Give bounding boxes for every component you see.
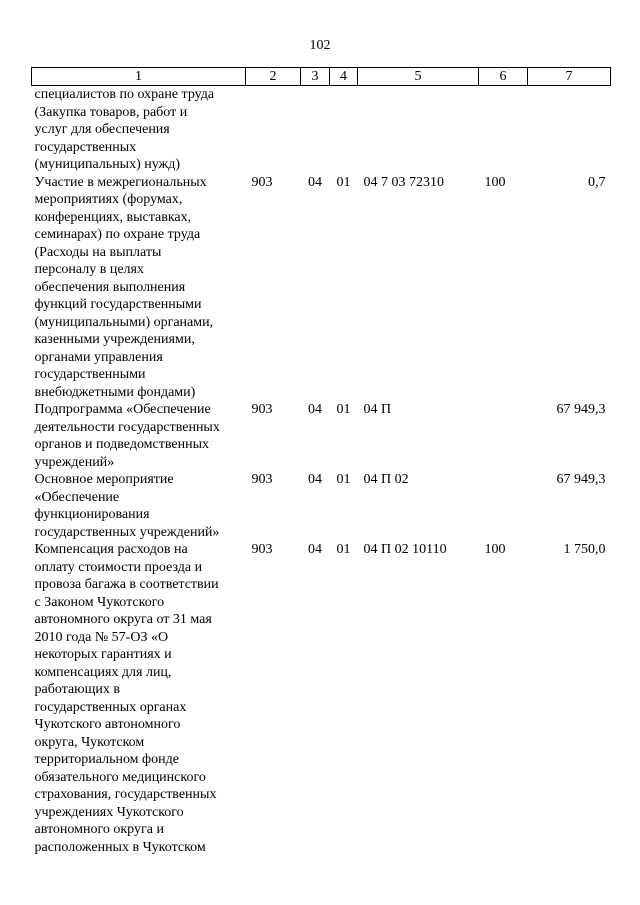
- row-section: 04: [308, 174, 322, 190]
- row-expense-type: [479, 86, 528, 174]
- row-grbs: [246, 86, 301, 174]
- row-name: [32, 401, 246, 471]
- row-expense-type: 100: [484, 542, 506, 557]
- table-row: [32, 86, 611, 174]
- row-amount: 67 949,3: [556, 402, 606, 417]
- row-name-text: Подпрограмма «Обеспечение деятельности государственных органов и подведомственных учреждений»: [34, 402, 220, 470]
- row-name-text: Компенсация расходов на оплату стоимости проезда и провоза багажа в соответствии с Законом Чукотского автономного округа от 31 мая 2010 года № 57-ОЗ «О некоторых гарантиях и компенсациях для лиц, работающих в государственных органах Чукотского автономного округа, Чукотском территориальном фонде обязательного медицинского страхования, государственных учреждениях Чукотского автономного округа и расположенных в Чукотском: [34, 542, 219, 855]
- row-grbs: 903: [251, 174, 273, 190]
- row-amount: 1 750,0: [563, 542, 606, 557]
- table-row: [32, 471, 611, 541]
- header-row: [32, 68, 611, 86]
- table-row: [32, 401, 611, 471]
- row-amount: 67 949,3: [556, 472, 606, 487]
- column-header-3: 3: [301, 68, 330, 86]
- row-grbs: 903: [251, 542, 273, 557]
- budget-table: [31, 67, 611, 856]
- row-name: [32, 86, 246, 174]
- row-name: [32, 541, 246, 856]
- row-section: 04: [308, 472, 322, 487]
- row-subsection: 01: [336, 402, 351, 417]
- row-subsection: 01: [336, 542, 351, 557]
- row-section: 04: [308, 542, 322, 557]
- column-header-5: 5: [358, 68, 479, 86]
- column-header-7: 7: [528, 68, 611, 86]
- row-subsection: [330, 86, 358, 174]
- row-grbs: 903: [251, 472, 273, 487]
- table-header: [32, 68, 611, 86]
- row-section: 04: [308, 402, 322, 417]
- row-amount: 0,7: [588, 174, 606, 190]
- row-subsection: 01: [336, 174, 351, 190]
- column-header-2: 2: [246, 68, 301, 86]
- table-row: [32, 541, 611, 856]
- row-grbs: 903: [251, 402, 273, 417]
- page-number: 102: [309, 38, 331, 53]
- row-name-text: Основное мероприятие «Обеспечение функционирования государственных учреждений»: [34, 472, 220, 540]
- row-expense-type: [479, 471, 528, 541]
- row-target-code: [358, 86, 479, 174]
- table-row: [32, 174, 611, 402]
- row-target-code: 04 П 02 10110: [363, 542, 447, 557]
- row-amount: [528, 86, 611, 174]
- row-target-code: 04 П: [363, 402, 392, 417]
- column-header-6: 6: [479, 68, 528, 86]
- row-name-text: специалистов по охране труда (Закупка товаров, работ и услуг для обеспечения государственных (муниципальных) нужд): [34, 87, 215, 172]
- row-expense-type: 100: [484, 174, 506, 190]
- row-name-text: Участие в межрегиональных мероприятиях (форумах, конференциях, выставках, семинарах) по охране труда (Расходы на выплаты персоналу в целях обеспечения выполнения функций государственными (муниципальными) органами, казенными учреждениями, органами управления государственными внебюджетными фондами): [34, 174, 214, 400]
- row-target-code: 04 7 03 72310: [363, 174, 444, 190]
- row-name: [32, 471, 246, 541]
- row-target-code: 04 П 02: [363, 472, 409, 487]
- row-name: [32, 174, 246, 402]
- column-header-4: 4: [330, 68, 358, 86]
- row-section: [301, 86, 330, 174]
- row-subsection: 01: [336, 472, 351, 487]
- row-expense-type: [479, 401, 528, 471]
- table-body: [32, 86, 611, 857]
- column-header-1: 1: [32, 68, 246, 86]
